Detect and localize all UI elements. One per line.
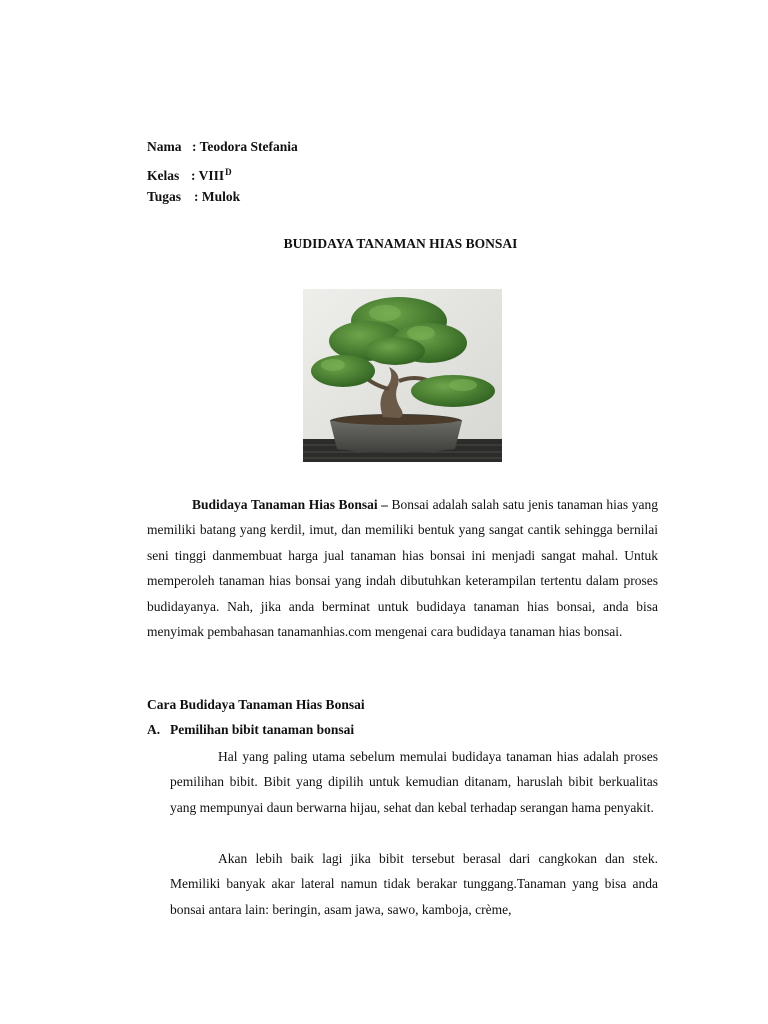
body-paragraph: Hal yang paling utama sebelum memulai budidaya tanaman hias adalah proses pemilihan bibit. Bibit yang dipilih untuk kemudian ditanam, haruslah bibit berkualitas yang mempunyai daun berwarna hijau, sehat dan kebal terhadap serangan hama penyakit. [170,749,658,815]
tugas-value: : Mulok [194,189,241,204]
subsection-letter: A. [147,722,161,737]
bonsai-photo [303,289,502,462]
intro-lead: Budidaya Tanaman Hias Bonsai – [192,497,388,512]
student-info [147,137,298,212]
intro-text: Bonsai adalah salah satu jenis tanaman hias yang memiliki batang yang kerdil, imut, dan memiliki bentuk yang sangat cantik sehingga bernilai seni tinggi danmembuat harga jual tanaman hias bonsai ini menjadi sangat mahal. Untuk memperoleh tanaman hias bonsai yang indah dibutuhkan keterampilan tertentu dalam proses budidayanya. Nah, jika anda berminat untuk budidaya tanaman hias bonsai, anda bisa menyimak pembahasan tanamanhias.com mengenai cara budidaya tanaman hias bonsai. [147,497,659,640]
document-title: BUDIDAYA TANAMAN HIAS BONSAI [283,236,518,251]
intro-paragraph [147,492,658,644]
subsection-heading [147,720,354,740]
tugas-row [147,187,298,212]
body-paragraph: Akan lebih baik lagi jika bibit tersebut berasal dari cangkokan dan stek. Memiliki banyak akar lateral namun tidak berakar tunggang.Tanaman yang bisa anda bonsai antara lain: beringin, asam jawa, sawo, kamboja, crème, [170,851,658,917]
section-title: Cara Budidaya Tanaman Hias Bonsai [147,697,365,712]
kelas-value: : VIII [191,168,225,183]
tugas-label: Tugas [147,189,182,204]
nama-value: : Teodora Stefania [192,139,298,154]
kelas-superscript: D [225,167,232,177]
nama-row [147,137,298,162]
nama-label: Nama [147,139,182,154]
kelas-label: Kelas [147,168,180,183]
kelas-row [147,162,298,187]
subsection-title: Pemilihan bibit tanaman bonsai [170,722,355,737]
